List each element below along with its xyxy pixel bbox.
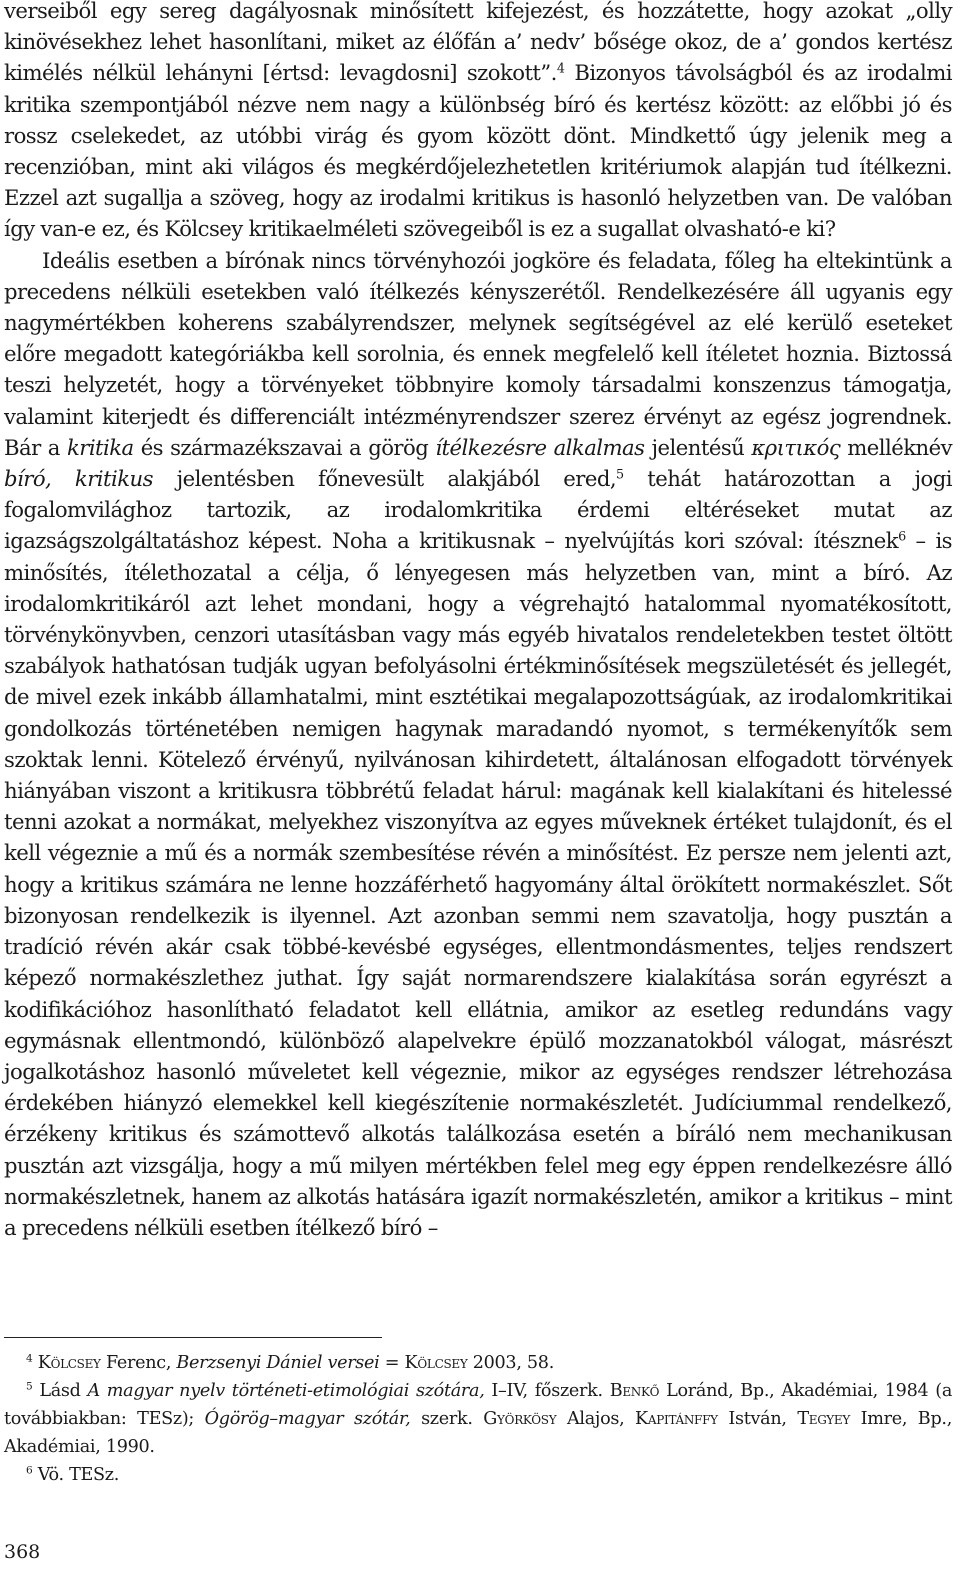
text-run: melléknév xyxy=(840,434,952,460)
footnote xyxy=(4,1349,952,1377)
text-run: jelentésű xyxy=(644,434,752,460)
text-run: Vö. TESz. xyxy=(32,1465,120,1485)
italic-text: Ógörög–magyar szótár, xyxy=(204,1409,411,1429)
italic-text: Berzsenyi Dániel versei xyxy=(176,1353,380,1373)
text-run: = xyxy=(379,1353,405,1373)
text-run: tehát határozottan a jogi fogalomvilághoz tartozik, az irodalomkritika érdemi eltéréseket mutat az igazságszolgáltatáshoz képest. Noha a kritikusnak – nyelvújítás kori szóval: ítésznek xyxy=(4,466,952,554)
italic-text: kritika xyxy=(66,434,134,460)
footnote-ref-marker: 6 xyxy=(898,528,906,544)
page-number: 368 xyxy=(4,1541,41,1563)
footnote-ref-marker: 4 xyxy=(556,60,565,76)
footnote-divider xyxy=(4,1337,382,1338)
footnote xyxy=(4,1377,952,1461)
author-name: Kölcsey xyxy=(404,1353,468,1373)
paragraph xyxy=(4,0,952,245)
italic-text: ítélkezésre alkalmas xyxy=(435,434,645,460)
footnote-ref-marker: 5 xyxy=(616,466,624,482)
footnote-number-marker: 4 xyxy=(26,1352,33,1365)
footnote-number-marker: 5 xyxy=(26,1380,33,1393)
text-run: – is minősítés, ítélethozatal a célja, ő lényegesen más helyzetben van, mint a bíró. Az irodalomkritikáról azt lehet mondani, hogy a végrehajtó hatalommal nyomatékosított, törvénykönyvben, cenzori utasításban vagy más egyéb hivatalos rendeletekben testet öltött szabályok hathatósan tudják ugyan befolyásolni értékminősítések megszületését és jellegét, de mivel ezek inkább államhatalmi, mint esztétikai megalapozottságúak, az irodalomkritikai gondolkozás történetében nemigen hagynak maradandó nyomot, s termékenyítők sem szoktak lenni. Kötelező érvényű, nyilvánosan kihirdetett, általánosan elfogadott törvények hiányában viszont a kritikusra többrétű feladat hárul: magának kell kialakítani és hitelessé tenni azokat a normákat, melyekhez viszonyítva az egyes műveknek értéket tulajdonít, és el kell végeznie a mű és a normák szembesítése révén a minősítést. Ez persze nem jelenti azt, hogy a kritikus számára ne lenne hozzáférhető hagyomány által örökített normakészlet. Sőt bizonyosan rendelkezik is ilyennel. Azt azonban semmi nem szavatolja, hogy pusztán a tradíció révén akár csak többé-kevésbé egységes, ellentmondásmentes, teljes rendszert képező normakészlethez juthat. Így saját normarendszere kialakítása során egyrészt a kodifikációhoz hasonlítható feladatot kell ellátnia, amikor az esetleg redundáns vagy egymásnak ellentmondó, különböző alapelvekre épülő mozzanatokból válogat, másrészt jogalkotáshoz hasonló műveletet kell végeznie, mikor az egységes rendszer létrehozása érdekében hiányzó elemekkel kell kiegészítenie normakészletét. Judíciummal rendelkező, érzékeny kritikus és számottevő alkotás találkozása esetén a bíráló nem mechanikusan pusztán azt vizsgálja, hogy a mű milyen mértékben felel meg egy éppen rendelkezésre álló normakészletnek, hanem az alkotás hatására igazít normakészletén, amikor a kritikus – mint a precedens nélküli esetben ítélkező bíró – xyxy=(4,528,952,1240)
text-run: 2003, 58. xyxy=(467,1353,554,1373)
text-run: Alajos, xyxy=(556,1409,636,1429)
footnote xyxy=(4,1461,952,1489)
body-text xyxy=(4,0,952,1243)
text-run: I–IV, főszerk. xyxy=(484,1381,610,1401)
text-run: Ideális esetben a bírónak nincs törvényhozói jogköre és feladata, főleg ha eltekintünk a precedens nélküli esetekben való ítélkezés kényszerétől. Rendelkezésére áll ugyanis egy nagymértékben koherens szabályrendszer, melynek segítségével az elé kerülő eseteket előre megadott kategóriákba kell sorolnia, és ennek megfelelő kell ítéletet hoznia. Biztossá teszi helyzetét, hogy a törvényeket többnyire komoly társadalmi konszenzus támogatja, valamint kiterjedt és differenciált intézményrendszer szerez érvényt az egész jogrendnek. Bár a xyxy=(4,247,952,460)
author-name: Tegyey xyxy=(797,1409,850,1429)
text-run: Loránd, Bp., Akadémiai, 1984 (a továbbiakban: TESz); xyxy=(4,1381,953,1429)
paragraph xyxy=(4,245,952,1244)
italic-text: bíró, kritikus xyxy=(4,466,153,492)
author-name: Benkő xyxy=(609,1381,660,1401)
author-name: Kölcsey xyxy=(37,1353,101,1373)
text-run: szerk. xyxy=(410,1409,484,1429)
text-run: István, xyxy=(717,1409,798,1429)
footnotes xyxy=(4,1349,952,1489)
text-run: verseiből egy sereg dagályosnak minősített kifejezést, és hozzátette, hogy azokat „olly kinövésekhez lehet hasonlítani, miket az élőfán a’ nedv’ bősége okoz, de a’ gondos kertész kimélés nélkül lehányni [értsd: levagdosni] szokott”. xyxy=(4,0,952,86)
footnote-number-marker: 6 xyxy=(26,1464,33,1477)
author-name: Györkösy xyxy=(483,1409,557,1429)
italic-text: κριτικός xyxy=(751,434,841,460)
text-run: és származékszavai a görög xyxy=(133,434,436,460)
text-run: Imre, Bp., Akadémiai, 1990. xyxy=(4,1409,952,1457)
italic-text: A magyar nyelv történeti-etimológiai szótára, xyxy=(87,1381,485,1401)
text-run: jelentésben főnevesült alakjából ered, xyxy=(152,466,617,492)
text-run: Ferenc, xyxy=(100,1353,177,1373)
text-run: Lásd xyxy=(32,1381,88,1401)
text-run: Bizonyos távolságból és az irodalmi kritika szempontjából nézve nem nagy a különbség bíró és kertész között: az előbbi jó és rossz cselekedet, az utóbbi virág és gyom között dönt. Mindkettő úgy jelenik meg a recenzióban, mint aki világos és megkérdőjelezhetetlen kritériumok alapján tud ítélkezni. Ezzel azt sugallja a szöveg, hogy az irodalmi kritikus is hasonló helyzetben van. De valóban így van-e ez, és Kölcsey kritikaelméleti szövegeiből is ez a sugallat olvasható-e ki? xyxy=(4,60,952,242)
author-name: Kapitánffy xyxy=(635,1409,718,1429)
